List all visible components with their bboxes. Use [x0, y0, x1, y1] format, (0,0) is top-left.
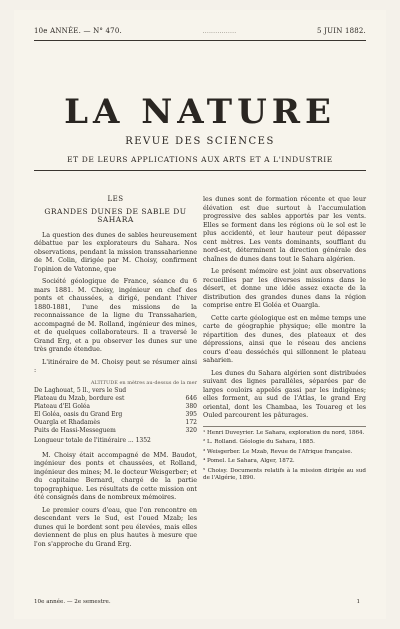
- masthead-tagline: ET DE LEURS APPLICATIONS AUX ARTS ET A L'INDUSTRIE: [67, 155, 333, 164]
- right-column: [203, 195, 366, 485]
- paragraph: Les dunes du Sahara algérien sont distribuées suivant des lignes parallèles, séparées par de larges couloirs appelés gassi par les indigènes; elles forment, au sud de l'Atlas, le grand Erg oriental, dont les Chambaa, les Touareg et les Ouled parcourent les pâturages.: [203, 368, 366, 419]
- masthead-rule: [34, 170, 366, 171]
- volume-note: 10e année. — 2e semestre.: [34, 599, 111, 605]
- footnote: ⁴ Pomel. Le Sahara, Alger, 1872.: [203, 458, 295, 464]
- paragraph: La question des dunes de sables heureusement débattue par les explorateurs du Sahara. Nos observations, pendant la mission transsaharienne de M. Colin, dirigée par M. Choisy, confirment l'opinion de Vatonne, que: [34, 230, 197, 273]
- header-rule: [34, 40, 366, 41]
- masthead-subtitle: REVUE DES SCIENCES: [125, 136, 275, 147]
- issue-number: 10e ANNÉE. — N° 470.: [34, 27, 122, 35]
- article-title: [34, 195, 197, 225]
- paragraph: les dunes sont de formation récente et que leur élévation est due surtout à l'accumulation progressive des sables apportés par les vents. Elles se forment dans les régions où le sol est le plus accidenté, et leur hauteur peut dépasser cent mètres. Les vents dominants, soufflant du nord-est, déterminent la direction générale des chaînes de dunes dans tout le Sahara algérien.: [203, 195, 366, 263]
- footnote: ¹ Henri Duveyrier. Le Sahara, exploration du nord, 1864.: [203, 429, 365, 436]
- table-total: Longueur totale de l'itinéraire ... 1352: [34, 436, 151, 444]
- paragraph: Cette carte géologique est en même temps une carte de géographie physique; elle montre la répartition des dunes, des plateaux et des dépressions, ainsi que le réseau des anciens cours d'eau desséchés qui sillonnent le plateau saharien.: [203, 313, 366, 364]
- journal-page: [14, 10, 386, 619]
- table-row: Ouargla et Rhadamès 172: [34, 418, 197, 426]
- article-kicker: LES: [107, 195, 124, 203]
- table-row: Puits de Hassi-Messeguem 320: [34, 426, 197, 434]
- footnotes: [203, 426, 366, 483]
- running-header: [34, 24, 366, 38]
- page-number: 1: [356, 599, 360, 605]
- table-row: El Goléa, oasis du Grand Erg 395: [34, 410, 197, 418]
- header-center: ................: [202, 27, 237, 35]
- table-header: ALTITUDE en mètres au-dessus de la mer: [90, 379, 197, 386]
- table-row: Plateau du Mzab, bordure est 646: [34, 394, 197, 402]
- paragraph: Société géologique de France, séance du 6 mars 1881. M. Choisy, ingénieur en chef des ponts et chaussées, a dirigé, pendant l'hiver 1880-1881, l'une des missions de la reconnaissance de la ligne du Transsaharien, accompagné de M. Rolland, ingénieur des mines, et de quelques collaborateurs. Il a traversé le Grand Erg, et a pu observer les dunes sur une très grande étendue.: [34, 277, 197, 353]
- article-heading: GRANDES DUNES DE SABLE DU SAHARA: [44, 206, 187, 224]
- paragraph: L'itinéraire de M. Choisy peut se résumer ainsi :: [34, 357, 197, 374]
- paragraph: Le premier cours d'eau, que l'on rencontre en descendant vers le Sud, est l'oued Mzab; les dunes qui le bordent sont peu élevées, mais elles deviennent de plus en plus hautes à mesure que l'on s'approche du Grand Erg.: [34, 505, 197, 548]
- table-row: Plateau d'El Goléa 380: [34, 402, 197, 410]
- left-column: [34, 195, 197, 552]
- issue-date: 5 JUIN 1882.: [317, 27, 366, 35]
- table-row: De Laghouat, 5 ll., vers le Sud: [34, 386, 127, 394]
- footnote: ³ Weisgerber. Le Mzab, Revue de l'Afrique française.: [203, 448, 353, 455]
- footnote: ⁵ Choisy. Documents relatifs à la mission dirigée au sud de l'Algérie, 1890.: [203, 467, 366, 481]
- masthead-title: LA NATURE: [64, 92, 336, 132]
- itinerary-table: [34, 379, 197, 445]
- paragraph: Le présent mémoire est joint aux observations recueillies par les diverses missions dans le désert, et donne une idée assez exacte de la distribution des grandes dunes dans la région comprise entre El Goléa et Ouargla.: [203, 267, 366, 309]
- paragraph: M. Choisy était accompagné de MM. Baudot, ingénieur des ponts et chaussées, et Rolland, ingénieur des mines; M. le docteur Weisgerber; et du capitaine Bernard, chargé de la partie topographique. Les résultats de cette mission ont été consignés dans de nombreux mémoires.: [34, 450, 197, 501]
- footnote: ² L. Rolland. Géologie du Sahara, 1885.: [203, 439, 315, 445]
